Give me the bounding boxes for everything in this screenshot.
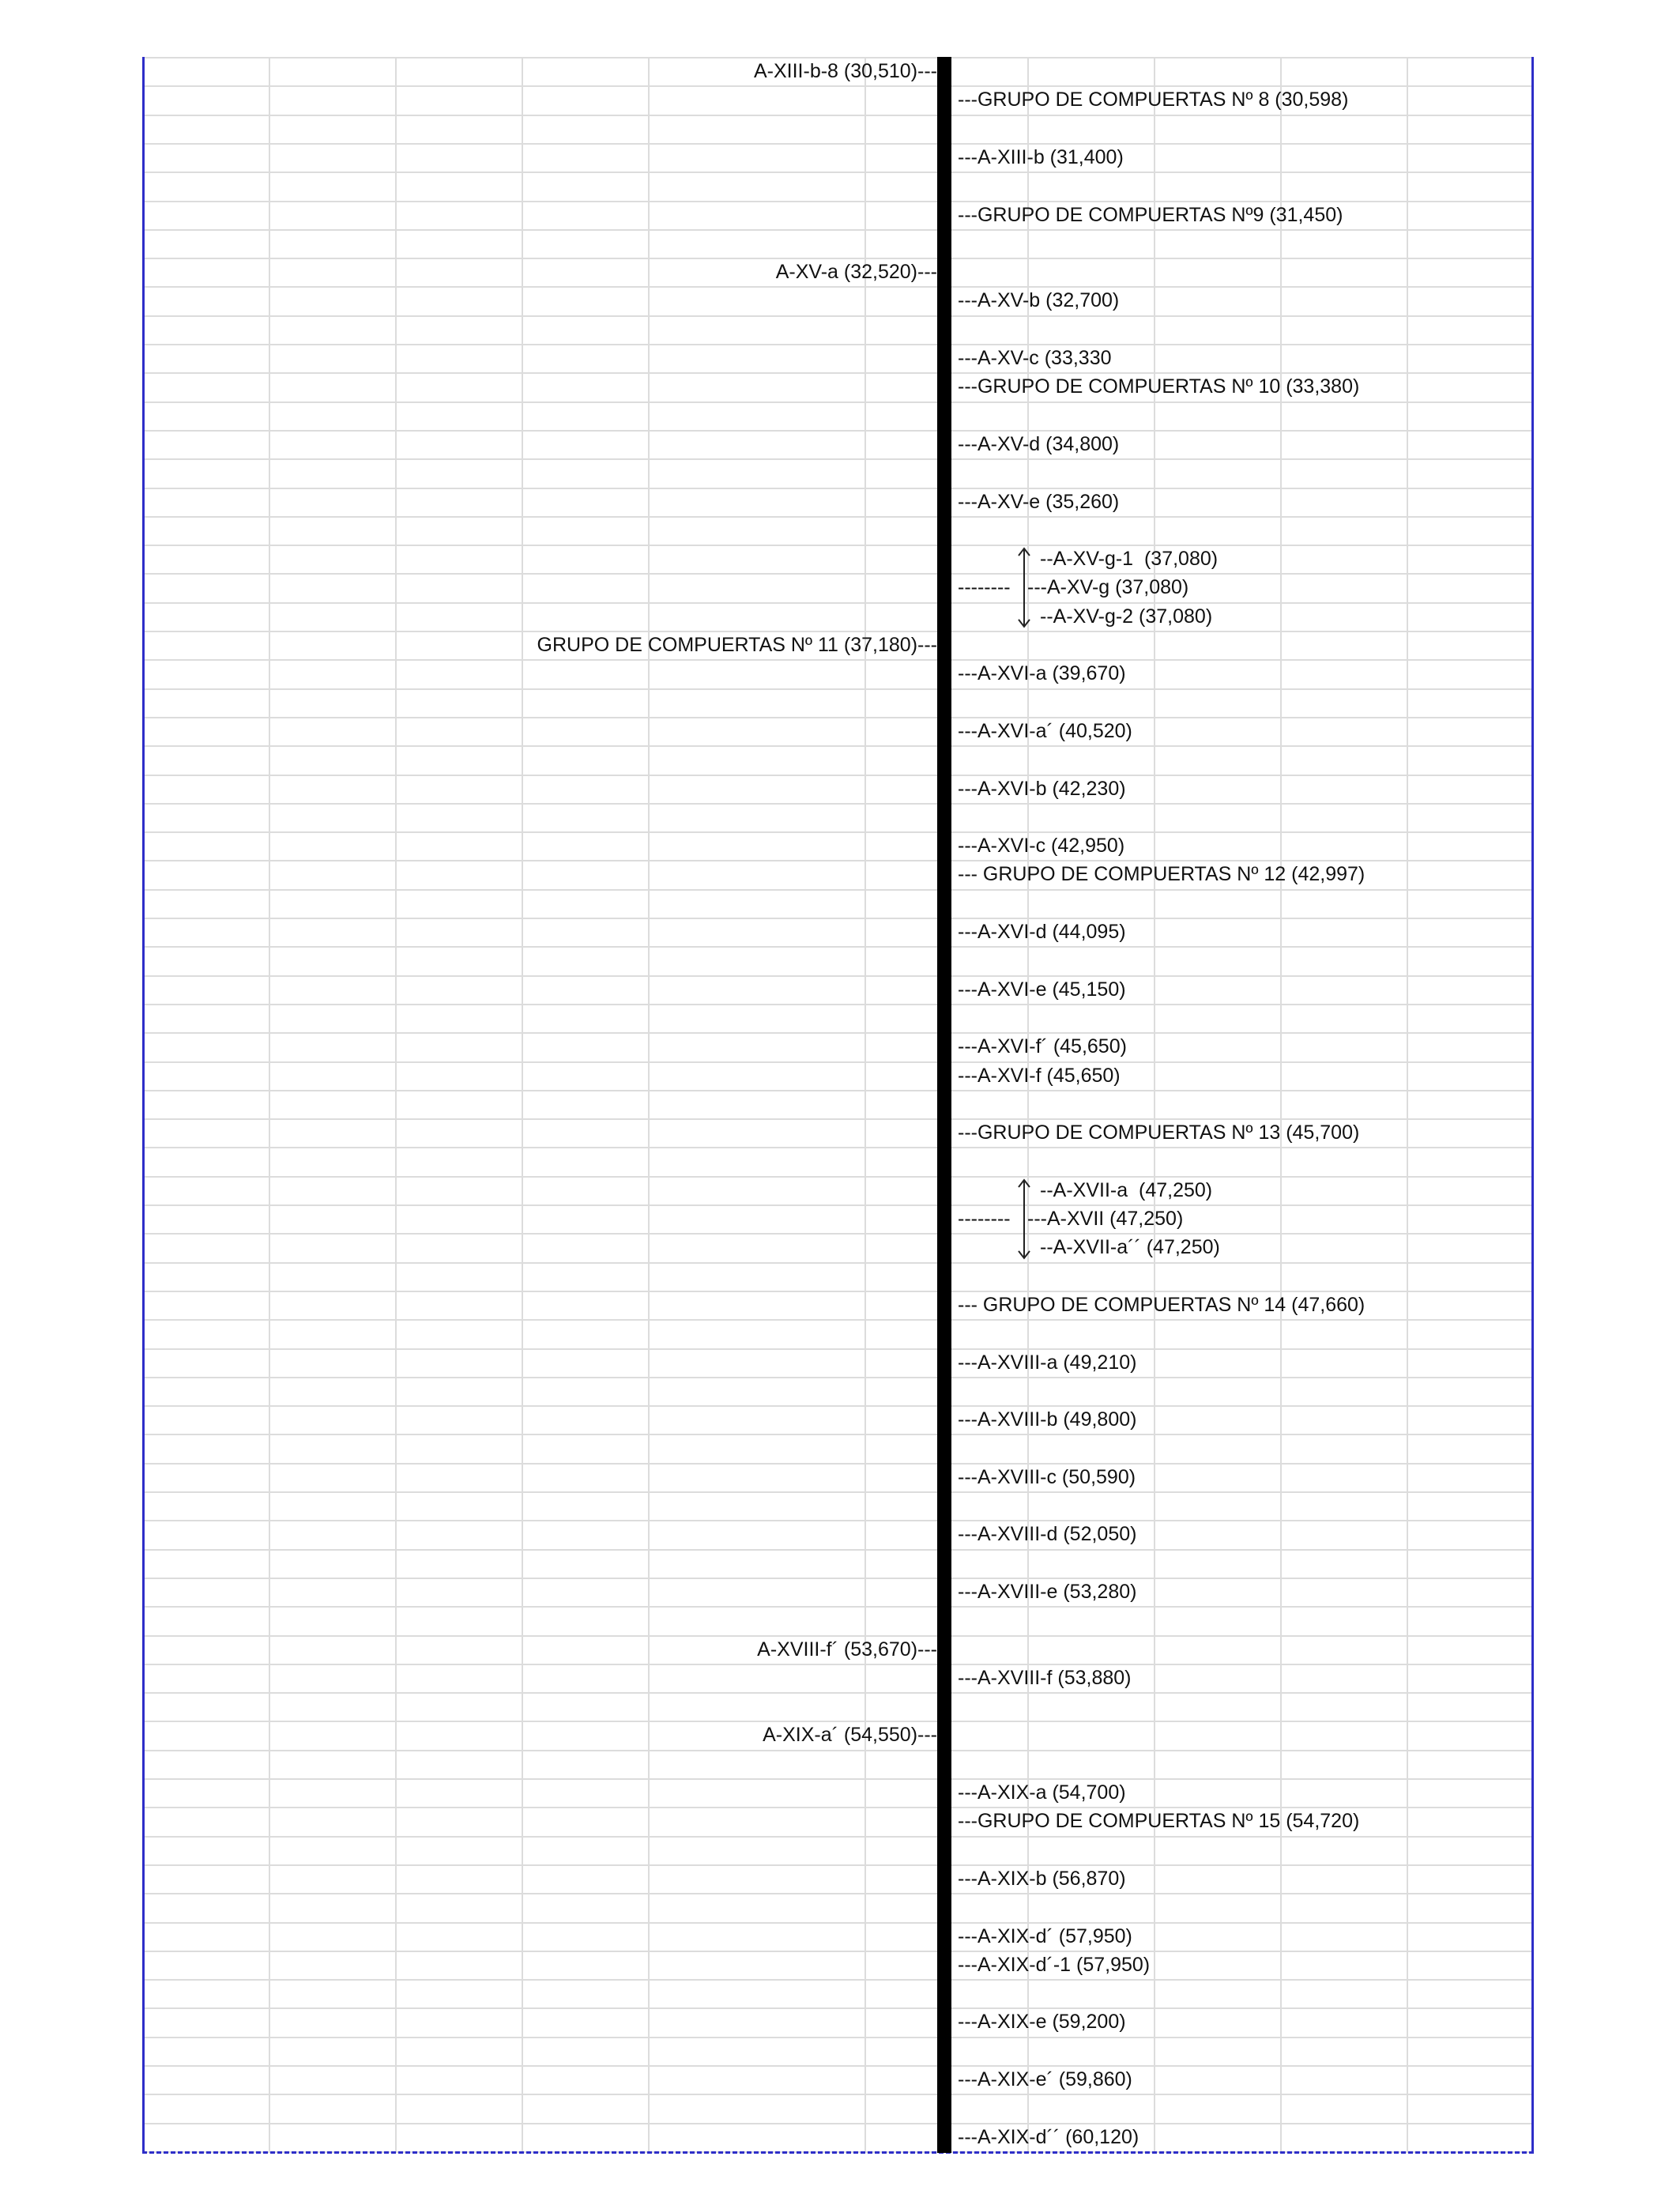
grid-row-line (142, 1893, 1533, 1894)
grid-row-line (142, 1262, 1533, 1264)
grid-row-line (142, 516, 1533, 518)
grid-column-line (395, 57, 397, 2151)
branch-label-bottom: --A-XVII-a´´ (47,250) (1040, 1236, 1220, 1259)
grid-row-line (142, 1836, 1533, 1838)
branch-label-bottom: --A-XV-g-2 (37,080) (1040, 605, 1213, 628)
grid-column-line (648, 57, 650, 2151)
station-label-right: ---A-XV-d (34,800) (958, 432, 1120, 455)
grid-row-line (142, 1606, 1533, 1608)
station-label-right: ---A-XV-c (33,330 (958, 347, 1112, 369)
grid-row-line (142, 918, 1533, 919)
branch-connector: -------- (958, 1208, 1011, 1230)
station-label-right: ---A-XV-e (35,260) (958, 490, 1120, 513)
station-label-right: ---A-XIX-a (54,700) (958, 1781, 1126, 1804)
grid-row-line (142, 1491, 1533, 1493)
grid-row-line (142, 975, 1533, 977)
station-label-right: ---A-XVI-b (42,230) (958, 777, 1126, 800)
grid-row-line (142, 2123, 1533, 2124)
station-label-right: ---A-XVIII-f (53,880) (958, 1666, 1132, 1689)
grid-row-line (142, 1061, 1533, 1063)
grid-row-line (142, 1664, 1533, 1665)
station-label-right: ---A-XIX-d´-1 (57,950) (958, 1953, 1151, 1976)
station-label-right: ---A-XVI-c (42,950) (958, 835, 1125, 858)
station-label-right: ---A-XVIII-d (52,050) (958, 1523, 1137, 1546)
grid-row-line (142, 430, 1533, 432)
grid-row-line (142, 1750, 1533, 1751)
station-label-left: A-XVIII-f´ (53,670)--- (757, 1638, 937, 1661)
grid-row-line (142, 1578, 1533, 1579)
station-label-right: ---A-XIX-b (56,870) (958, 1867, 1126, 1890)
branch-label-middle: ---A-XV-g (37,080) (1027, 576, 1189, 599)
station-label-right: ---A-XIII-b (31,400) (958, 145, 1124, 168)
grid-column-line (1280, 57, 1282, 2151)
station-label-right: ---A-XV-b (32,700) (958, 289, 1120, 312)
station-label-right: ---A-XVIII-a (49,210) (958, 1351, 1137, 1374)
grid-row-line (142, 573, 1533, 575)
grid-row-line (142, 488, 1533, 489)
station-label-right: ---GRUPO DE COMPUERTAS Nº 15 (54,720) (958, 1810, 1360, 1833)
branch-double-arrow-icon (1015, 1178, 1034, 1260)
grid-row-line (142, 1090, 1533, 1091)
grid-row-line (142, 1692, 1533, 1694)
grid-row-line (142, 1549, 1533, 1551)
station-label-right: --- GRUPO DE COMPUERTAS Nº 12 (42,997) (958, 863, 1365, 886)
grid-column-line (1154, 57, 1155, 2151)
station-label-right: --- GRUPO DE COMPUERTAS Nº 14 (47,660) (958, 1293, 1365, 1316)
station-label-left: A-XIX-a´ (54,550)--- (763, 1724, 937, 1747)
grid-row-line (142, 1463, 1533, 1465)
grid-row-line (142, 1434, 1533, 1435)
grid-row-line (142, 1377, 1533, 1378)
grid-row-line (142, 1520, 1533, 1521)
station-label-right: ---A-XVIII-e (53,280) (958, 1580, 1137, 1603)
station-label-left: GRUPO DE COMPUERTAS Nº 11 (37,180)--- (537, 634, 937, 656)
grid-row-line (142, 2094, 1533, 2095)
grid-row-line (142, 2007, 1533, 2009)
grid-row-line (142, 1233, 1533, 1235)
grid-row-line (142, 803, 1533, 805)
station-label-right: ---GRUPO DE COMPUERTAS Nº 10 (33,380) (958, 375, 1360, 398)
grid-row-line (142, 1778, 1533, 1780)
branch-connector: -------- (958, 576, 1011, 599)
grid-row-line (142, 659, 1533, 661)
station-label-right: ---A-XIX-d´´ (60,120) (958, 2125, 1139, 2148)
grid-row-line (142, 688, 1533, 690)
station-label-right: ---A-XVI-e (45,150) (958, 978, 1126, 1001)
grid-row-line (142, 2065, 1533, 2067)
grid-row-line (142, 2037, 1533, 2038)
grid-row-line (142, 1922, 1533, 1924)
page-border-left (142, 57, 145, 2153)
grid-column-line (864, 57, 866, 2151)
grid-row-line (142, 545, 1533, 546)
station-label-right: ---A-XVI-a (39,670) (958, 662, 1126, 685)
grid-row-line (142, 717, 1533, 718)
grid-row-line (142, 889, 1533, 891)
grid-row-line (142, 1405, 1533, 1407)
station-label-right: ---GRUPO DE COMPUERTAS Nº 13 (45,700) (958, 1122, 1360, 1144)
station-label-right: ---A-XIX-e (59,200) (958, 2011, 1126, 2034)
station-label-right: ---A-XVIII-b (49,800) (958, 1408, 1137, 1431)
page-break-dashed-line (142, 2151, 1534, 2154)
station-label-right: ---A-XVI-f´ (45,650) (958, 1035, 1127, 1058)
grid-row-line (142, 1348, 1533, 1350)
station-label-left: A-XIII-b-8 (30,510)--- (753, 60, 937, 82)
grid-row-line (142, 602, 1533, 604)
station-label-right: ---A-XVIII-c (50,590) (958, 1465, 1136, 1488)
grid-row-line (142, 1864, 1533, 1866)
grid-row-line (142, 315, 1533, 317)
station-label-right: ---A-XIX-e´ (59,860) (958, 2068, 1132, 2090)
grid-row-line (142, 1319, 1533, 1321)
grid-row-line (142, 1032, 1533, 1034)
grid-row-line (142, 1204, 1533, 1206)
grid-row-line (142, 1176, 1533, 1178)
grid-row-line (142, 401, 1533, 403)
grid-row-line (142, 1004, 1533, 1005)
grid-row-line (142, 775, 1533, 776)
grid-column-line (1407, 57, 1408, 2151)
grid-row-line (142, 344, 1533, 345)
station-label-right: ---A-XVI-d (44,095) (958, 921, 1126, 943)
station-label-right: ---GRUPO DE COMPUERTAS Nº9 (31,450) (958, 203, 1343, 226)
station-label-right: ---A-XVI-a´ (40,520) (958, 719, 1132, 742)
station-label-left: A-XV-a (32,520)--- (775, 261, 937, 284)
grid-row-line (142, 229, 1533, 231)
grid-column-line (269, 57, 270, 2151)
grid-row-line (142, 286, 1533, 288)
grid-row-line (142, 115, 1533, 116)
grid-row-line (142, 1147, 1533, 1148)
branch-label-top: --A-XVII-a (47,250) (1040, 1178, 1213, 1201)
grid-row-line (142, 1979, 1533, 1981)
station-label-right: ---A-XIX-d´ (57,950) (958, 1924, 1132, 1947)
branch-label-middle: ---A-XVII (47,250) (1027, 1208, 1184, 1230)
grid-row-line (142, 745, 1533, 747)
grid-column-line (522, 57, 523, 2151)
grid-row-line (142, 831, 1533, 833)
station-label-right: ---A-XVI-f (45,650) (958, 1064, 1121, 1087)
main-channel-line (937, 57, 951, 2153)
branch-double-arrow-icon (1015, 547, 1034, 628)
grid-row-line (142, 143, 1533, 145)
grid-row-line (142, 1951, 1533, 1952)
grid-row-line (142, 458, 1533, 460)
grid-row-line (142, 172, 1533, 173)
station-label-right: ---GRUPO DE COMPUERTAS Nº 8 (30,598) (958, 89, 1349, 111)
page-border-right (1531, 57, 1534, 2153)
branch-label-top: --A-XV-g-1 (37,080) (1040, 548, 1219, 571)
grid-row-line (142, 946, 1533, 948)
